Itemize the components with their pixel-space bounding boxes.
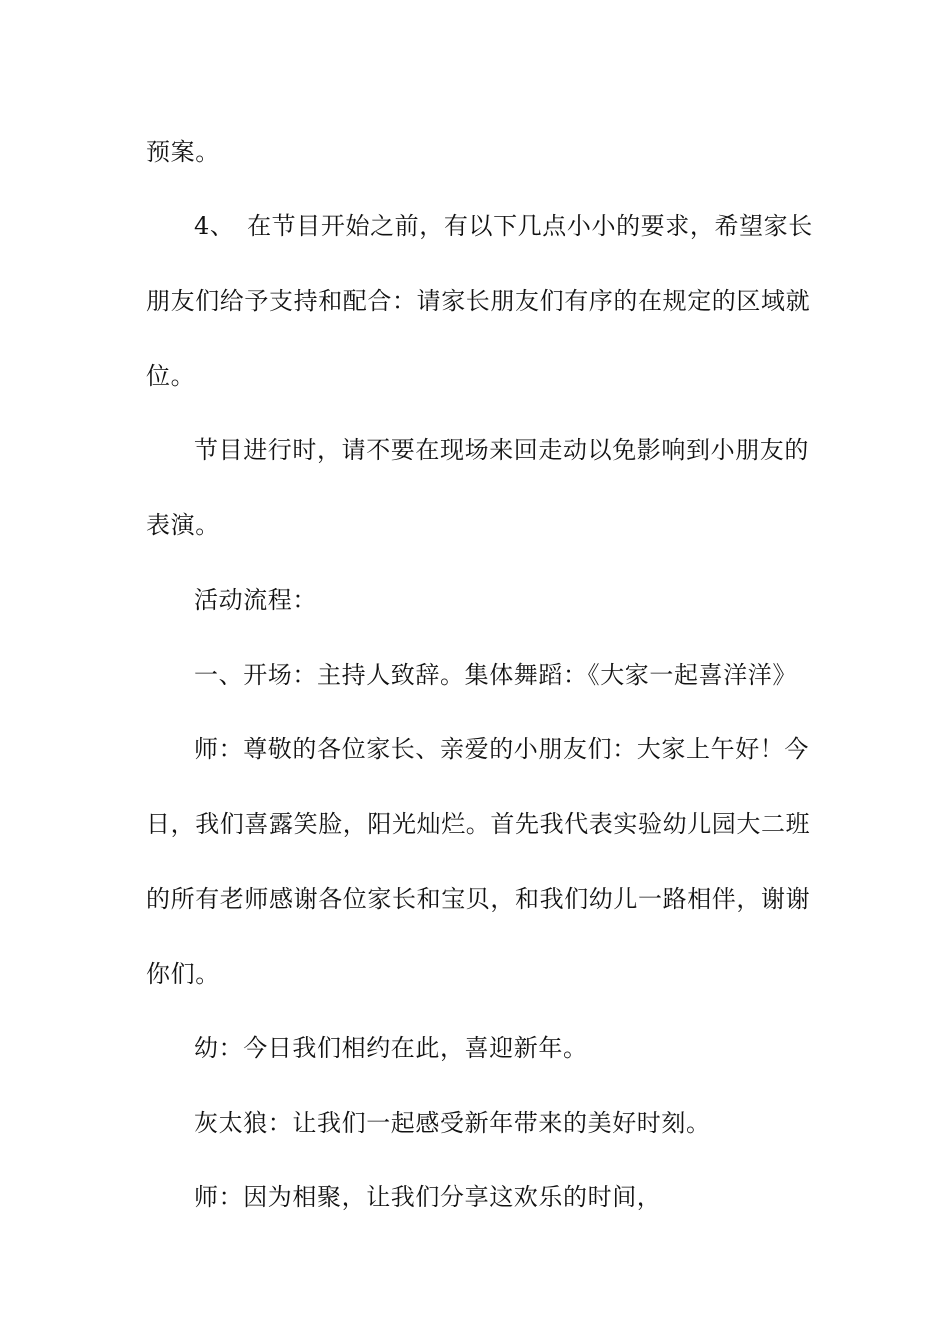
text-line: 一、开场：主持人致辞。集体舞蹈：《大家一起喜洋洋》 bbox=[194, 661, 797, 689]
text-line: 你们。 bbox=[146, 960, 220, 988]
text-line: 表演。 bbox=[146, 511, 220, 539]
text-line: 师：尊敬的各位家长、亲爱的小朋友们：大家上午好！今 bbox=[194, 735, 809, 763]
text-line: 日，我们喜露笑脸，阳光灿烂。首先我代表实验幼儿园大二班 bbox=[146, 810, 811, 838]
text-line: 灰太狼：让我们一起感受新年带来的美好时刻。 bbox=[194, 1109, 711, 1137]
text-line: 活动流程： bbox=[194, 586, 317, 614]
text-line: 4、 在节目开始之前，有以下几点小小的要求，希望家长 bbox=[194, 212, 813, 240]
text-line: 幼：今日我们相约在此，喜迎新年。 bbox=[194, 1034, 588, 1062]
text-line: 的所有老师感谢各位家长和宝贝，和我们幼儿一路相伴，谢谢 bbox=[146, 885, 811, 913]
text-line: 节目进行时，请不要在现场来回走动以免影响到小朋友的 bbox=[194, 436, 809, 464]
text-line: 位。 bbox=[146, 362, 196, 390]
text-line: 朋友们给予支持和配合：请家长朋友们有序的在规定的区域就 bbox=[146, 287, 811, 315]
text-line: 预案。 bbox=[146, 138, 220, 166]
text-line: 师：因为相聚，让我们分享这欢乐的时间， bbox=[194, 1183, 662, 1211]
